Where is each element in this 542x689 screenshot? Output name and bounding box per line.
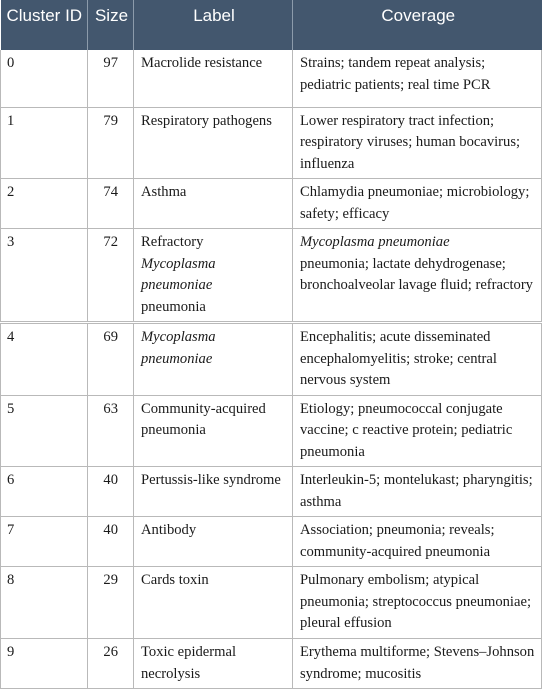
cell-coverage: Pulmonary embolism; atypical pneumonia; streptococcus pneumoniae; pleural effusion bbox=[293, 567, 542, 639]
label-text: pneumonia bbox=[141, 298, 206, 315]
cell-size: 63 bbox=[88, 395, 134, 467]
cell-label: Macrolide resistance bbox=[134, 50, 293, 107]
cell-size: 74 bbox=[88, 179, 134, 229]
cell-coverage: Strains; tandem repeat analysis; pediatric patients; real time PCR bbox=[293, 50, 542, 107]
cell-label: Cards toxin bbox=[134, 567, 293, 639]
cell-size: 69 bbox=[88, 323, 134, 396]
cell-coverage: Chlamydia pneumoniae; microbiology; safety; efficacy bbox=[293, 179, 542, 229]
species-name: Mycoplasma pneumoniae bbox=[300, 234, 450, 250]
cell-cluster-id: 2 bbox=[1, 179, 88, 229]
cell-size: 40 bbox=[88, 517, 134, 567]
cell-label: Antibody bbox=[134, 517, 293, 567]
cell-size: 97 bbox=[88, 50, 134, 107]
species-name: Mycoplasma pneumoniae bbox=[141, 255, 216, 293]
cell-coverage bbox=[293, 229, 542, 323]
cell-cluster-id: 8 bbox=[1, 567, 88, 639]
header-label: Label bbox=[134, 0, 293, 50]
cell-coverage: Etiology; pneumococcal conjugate vaccine; c reactive protein; pediatric pneumonia bbox=[293, 395, 542, 467]
cell-cluster-id: 5 bbox=[1, 395, 88, 467]
table-header bbox=[1, 0, 542, 50]
cell-coverage: Interleukin-5; montelukast; pharyngitis; asthma bbox=[293, 467, 542, 517]
cell-cluster-id: 6 bbox=[1, 467, 88, 517]
table-row bbox=[1, 467, 542, 517]
header-size: Size bbox=[88, 0, 134, 50]
cell-label: Community-acquired pneumonia bbox=[134, 395, 293, 467]
label-text: Refractory bbox=[141, 234, 204, 250]
table-row bbox=[1, 179, 542, 229]
table-row bbox=[1, 567, 542, 639]
cell-size: 40 bbox=[88, 467, 134, 517]
cell-coverage: Erythema multiforme; Stevens–Johnson syndrome; mucositis bbox=[293, 639, 542, 689]
cell-cluster-id: 3 bbox=[1, 229, 88, 323]
cell-label: Mycoplasma pneumoniae bbox=[134, 323, 293, 396]
header-row bbox=[1, 0, 542, 50]
cell-cluster-id: 9 bbox=[1, 639, 88, 689]
header-coverage: Coverage bbox=[293, 0, 542, 50]
cell-cluster-id: 4 bbox=[1, 323, 88, 396]
cell-label: Respiratory pathogens bbox=[134, 107, 293, 179]
table-row bbox=[1, 107, 542, 179]
table-row bbox=[1, 50, 542, 107]
cell-cluster-id: 1 bbox=[1, 107, 88, 179]
cell-cluster-id: 7 bbox=[1, 517, 88, 567]
table-row bbox=[1, 323, 542, 396]
table-row bbox=[1, 229, 542, 323]
cell-size: 29 bbox=[88, 567, 134, 639]
cell-size: 26 bbox=[88, 639, 134, 689]
cell-label: Toxic epidermal necrolysis bbox=[134, 639, 293, 689]
cell-coverage: Lower respiratory tract infection; respiratory viruses; human bocavirus; influenza bbox=[293, 107, 542, 179]
cell-size: 72 bbox=[88, 229, 134, 323]
coverage-text: pneumonia; lactate dehydrogenase; bronchoalveolar lavage fluid; refractory bbox=[300, 255, 533, 293]
cell-size: 79 bbox=[88, 107, 134, 179]
table-body bbox=[1, 50, 542, 689]
cell-coverage: Encephalitis; acute disseminated encephalomyelitis; stroke; central nervous system bbox=[293, 323, 542, 396]
cell-label bbox=[134, 229, 293, 323]
header-cluster-id: Cluster ID bbox=[1, 0, 88, 50]
cell-coverage: Association; pneumonia; reveals; community-acquired pneumonia bbox=[293, 517, 542, 567]
cell-label: Pertussis-like syndrome bbox=[134, 467, 293, 517]
table-row bbox=[1, 395, 542, 467]
table-row bbox=[1, 639, 542, 689]
table-row bbox=[1, 517, 542, 567]
cell-label: Asthma bbox=[134, 179, 293, 229]
cell-cluster-id: 0 bbox=[1, 50, 88, 107]
